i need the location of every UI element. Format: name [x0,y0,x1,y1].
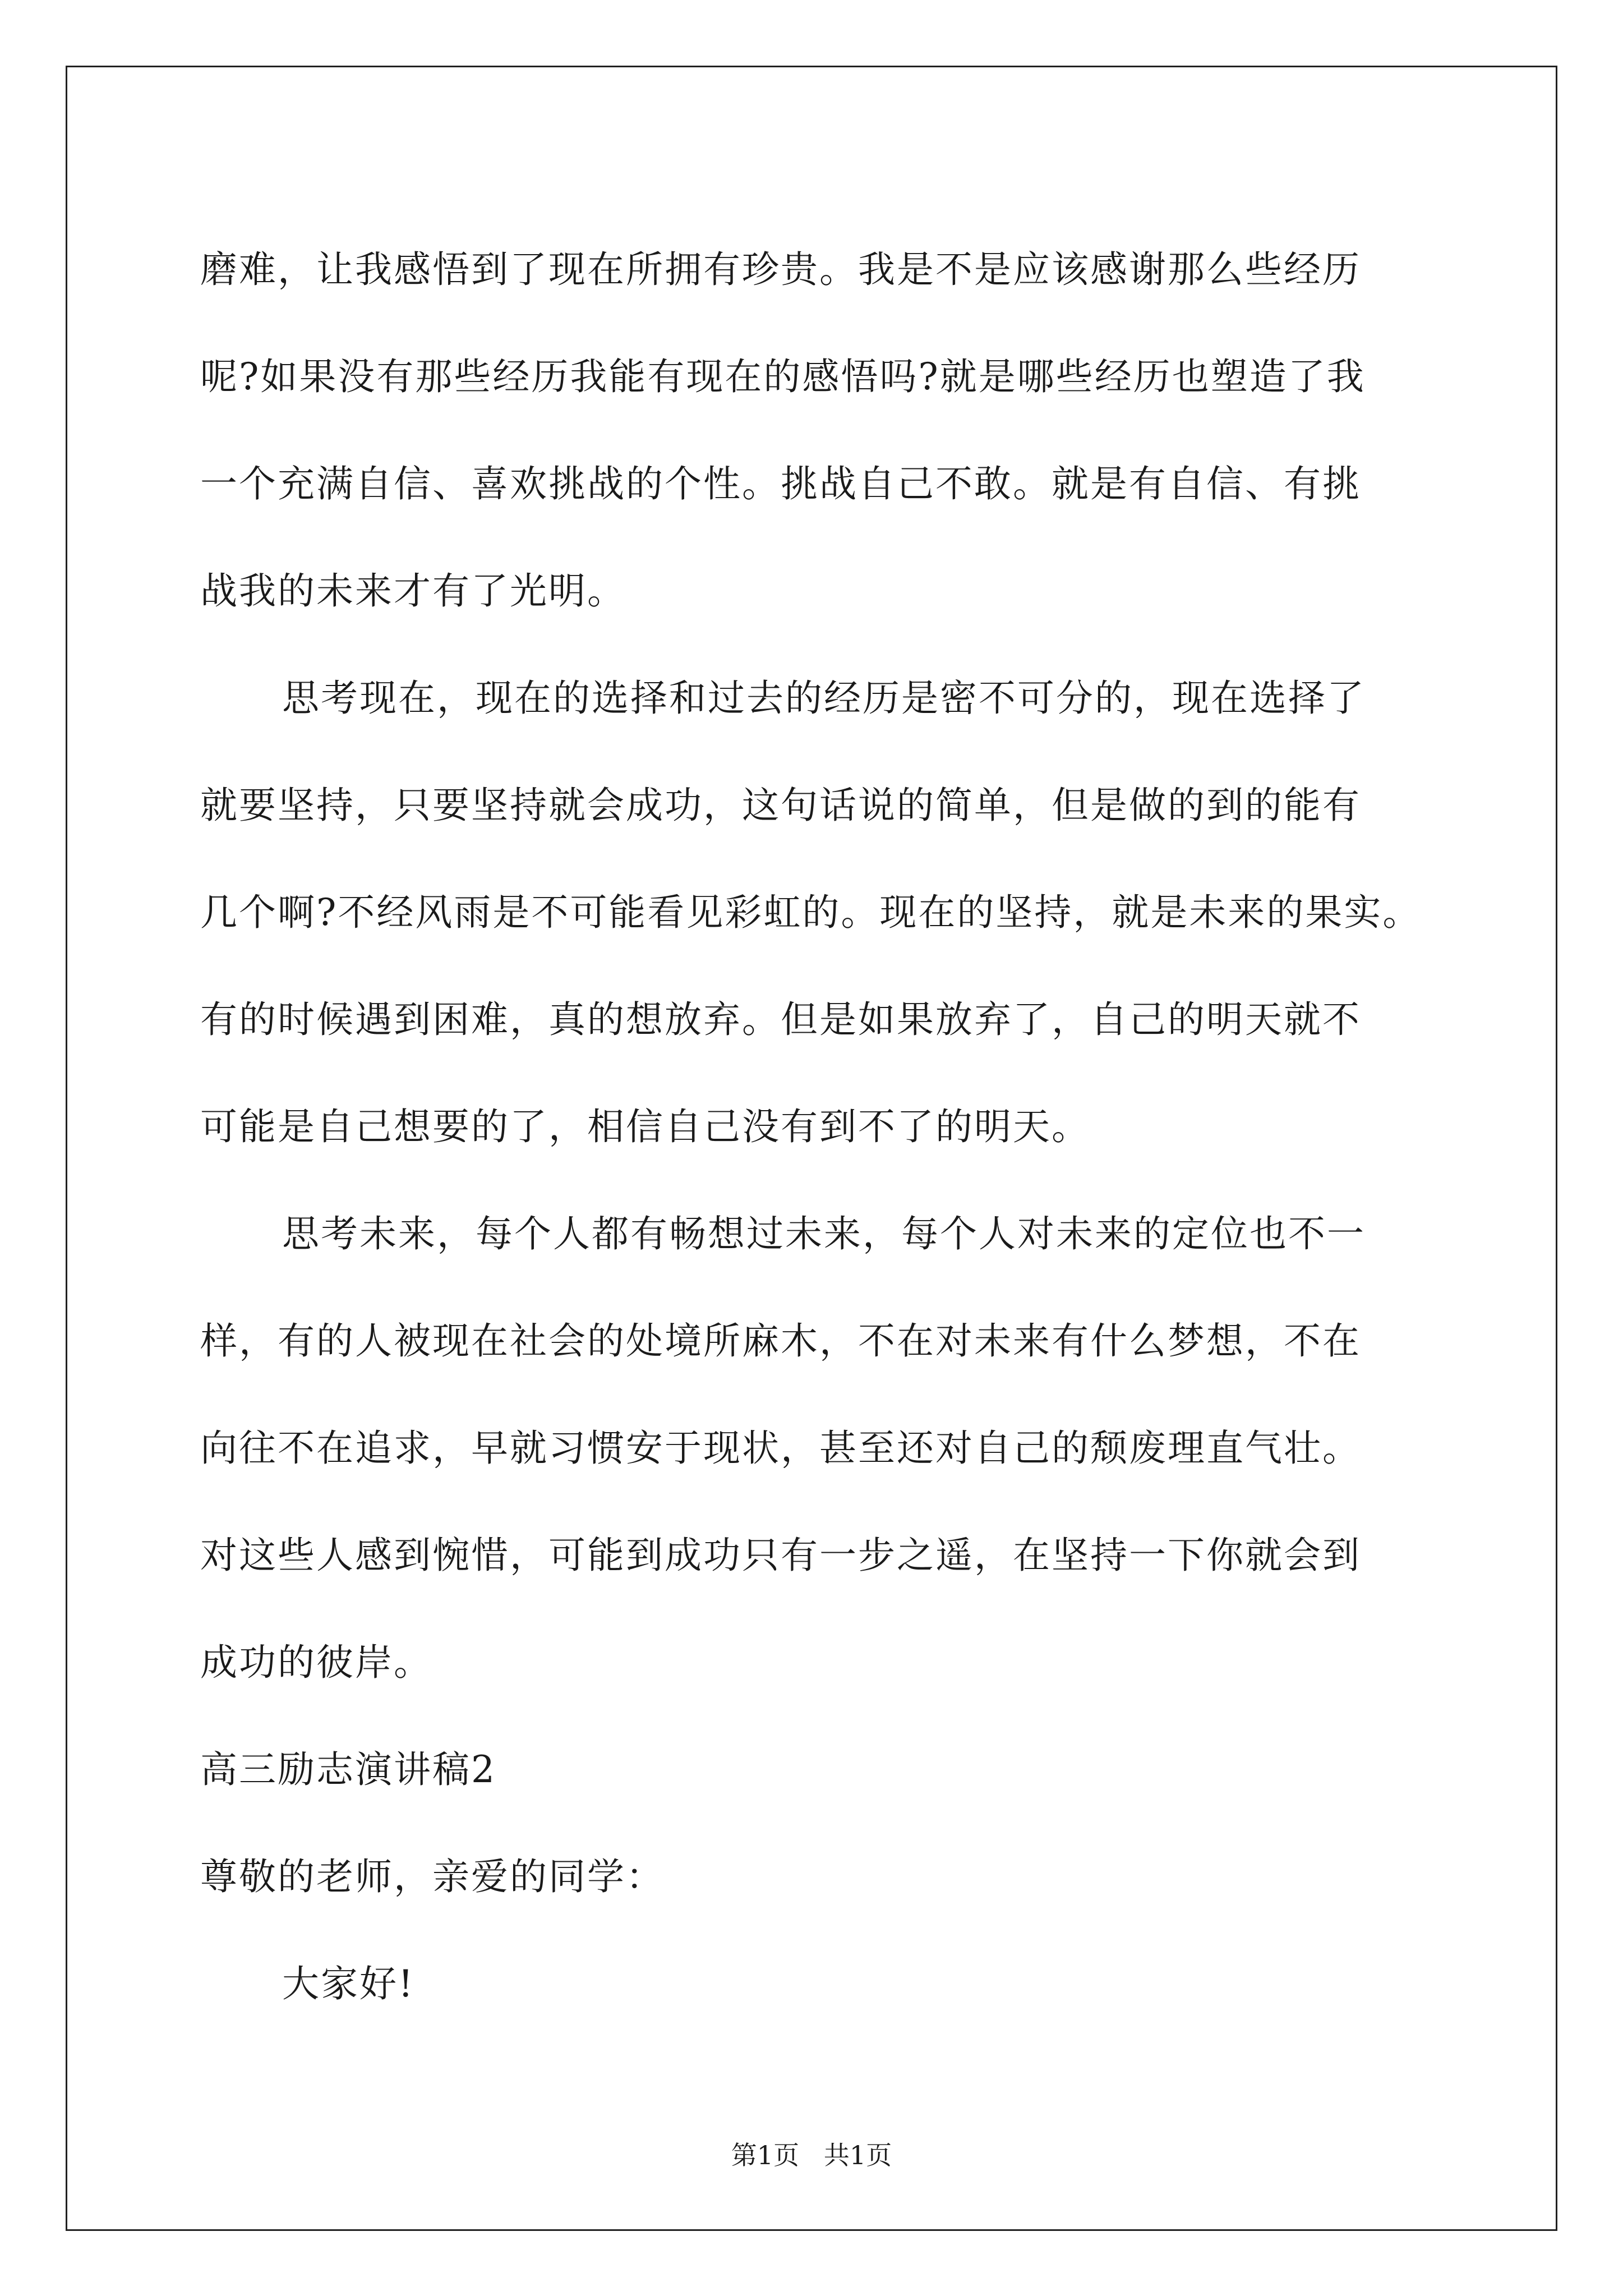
text-line: 几个啊?不经风雨是不可能看见彩虹的。现在的坚持，就是未来的果实。 [200,891,1422,934]
paragraph-start-line: 思考未来，每个人都有畅想过未来，每个人对未来的定位也不一 [282,1212,1366,1255]
text-line: 战我的未来才有了光明。 [200,569,626,613]
text-line: 向往不在追求，早就习惯安于现状，甚至还对自己的颓废理直气壮。 [200,1427,1361,1470]
text-line: 呢?如果没有那些经历我能有现在的感悟吗?就是哪些经历也塑造了我 [200,355,1366,398]
paragraph-start-line: 思考现在，现在的选择和过去的经历是密不可分的，现在选择了 [282,677,1366,720]
text-line: 就要坚持，只要坚持就会成功，这句话说的简单，但是做的到的能有 [200,784,1361,827]
text-line: 一个充满自信、喜欢挑战的个性。挑战自己不敢。就是有自信、有挑 [200,462,1361,505]
section-heading: 高三励志演讲稿2 [200,1748,496,1791]
text-line: 有的时候遇到困难，真的想放弃。但是如果放弃了，自己的明天就不 [200,998,1361,1041]
page-footer: 第1页 共1页 [731,2140,892,2170]
text-line: 成功的彼岸。 [200,1641,432,1684]
text-line: 对这些人感到惋惜，可能到成功只有一步之遥，在坚持一下你就会到 [200,1534,1361,1577]
salutation: 尊敬的老师，亲爱的同学： [200,1855,665,1898]
text-line: 样，有的人被现在社会的处境所麻木，不在对未来有什么梦想，不在 [200,1319,1361,1363]
document-body [200,216,1434,2037]
text-line: 磨难，让我感悟到了现在所拥有珍贵。我是不是应该感谢那么些经历 [200,248,1361,291]
text-line: 可能是自己想要的了，相信自己没有到不了的明天。 [200,1105,1090,1148]
greeting: 大家好! [282,1962,415,2005]
